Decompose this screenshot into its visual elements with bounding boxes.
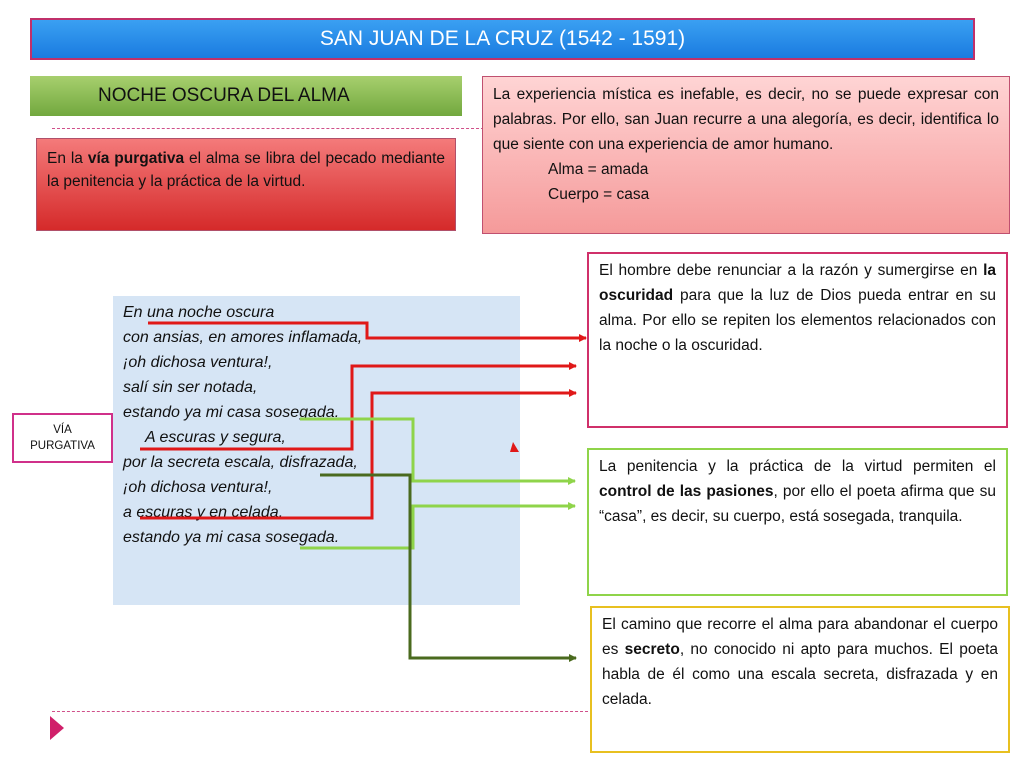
equation-soul: Alma = amada: [548, 161, 649, 178]
via-label-line-2: PURGATIVA: [30, 440, 95, 452]
title-bar: [30, 18, 975, 60]
poem-line-9: a escuras y en celada,: [123, 504, 284, 521]
poem-line-7: por la secreta escala, disfrazada,: [123, 454, 358, 471]
note-penance-text-1: La penitencia y la práctica de la virtud permiten el: [599, 458, 996, 475]
purgative-text-2: el alma se libra del pecado mediante la penitencia y la práctica de la virtud.: [47, 150, 446, 190]
note-secret-bold: secreto: [624, 641, 680, 658]
poem-line-4: salí sin ser notada,: [123, 379, 258, 396]
note-penance-text-2: , por ello el poeta afirma que su “casa”, es decir, su cuerpo, está sosegada, tranquila.: [599, 483, 996, 525]
poem-line-6: A escuras y segura,: [145, 429, 286, 446]
note-secret-text-1: El camino que recorre el alma para abandonar el cuerpo es: [602, 616, 998, 658]
mystic-experience-box: [482, 76, 1010, 234]
note-secret: [590, 606, 1010, 753]
purgative-text-1: En la: [47, 150, 88, 167]
poem-line-5: estando ya mi casa sosegada.: [123, 404, 340, 421]
subtitle-box: [30, 76, 462, 116]
note-penance: [587, 448, 1008, 596]
page-title: SAN JUAN DE LA CRUZ (1542 - 1591): [319, 27, 686, 50]
poem-line-8: ¡oh dichosa ventura!,: [123, 479, 273, 496]
poem-line-10: estando ya mi casa sosegada.: [123, 529, 340, 546]
purgative-way-box: [36, 138, 456, 231]
play-triangle-icon: [50, 716, 64, 740]
poem-line-1: En una noche oscura: [123, 304, 275, 321]
poem-line-2: con ansias, en amores inflamada,: [123, 329, 363, 346]
via-label-line-1: VÍA: [53, 424, 72, 436]
note-penance-bold: control de las pasiones: [599, 483, 774, 500]
dashed-divider-top: [52, 128, 484, 129]
equation-body: Cuerpo = casa: [548, 186, 650, 203]
mystic-text: La experiencia mística es inefable, es decir, no se puede expresar con palabras. Por ello, san Juan recurre a una alegoría, es decir, identifica lo que siente con una experiencia de amor humano.: [493, 86, 999, 153]
note-darkness: [587, 252, 1008, 428]
poem-line-3: ¡oh dichosa ventura!,: [123, 354, 273, 371]
note-darkness-bold: la oscuridad: [599, 262, 996, 304]
note-darkness-text-2: para que la luz de Dios pueda entrar en su alma. Por ello se repiten los elementos relacionados con la noche o la oscuridad.: [599, 287, 996, 354]
purgative-bold: vía purgativa: [87, 150, 185, 167]
note-darkness-text-1: El hombre debe renunciar a la razón y sumergirse en: [599, 262, 984, 279]
page-subtitle: NOCHE OSCURA DEL ALMA: [98, 85, 350, 106]
note-secret-text-2: , no conocido ni apto para muchos. El poeta habla de él como una escala secreta, disfrazada y en celada.: [602, 641, 998, 708]
via-purgativa-label: [12, 413, 113, 463]
dashed-divider-bottom: [52, 711, 588, 712]
poem-box: [113, 296, 520, 605]
